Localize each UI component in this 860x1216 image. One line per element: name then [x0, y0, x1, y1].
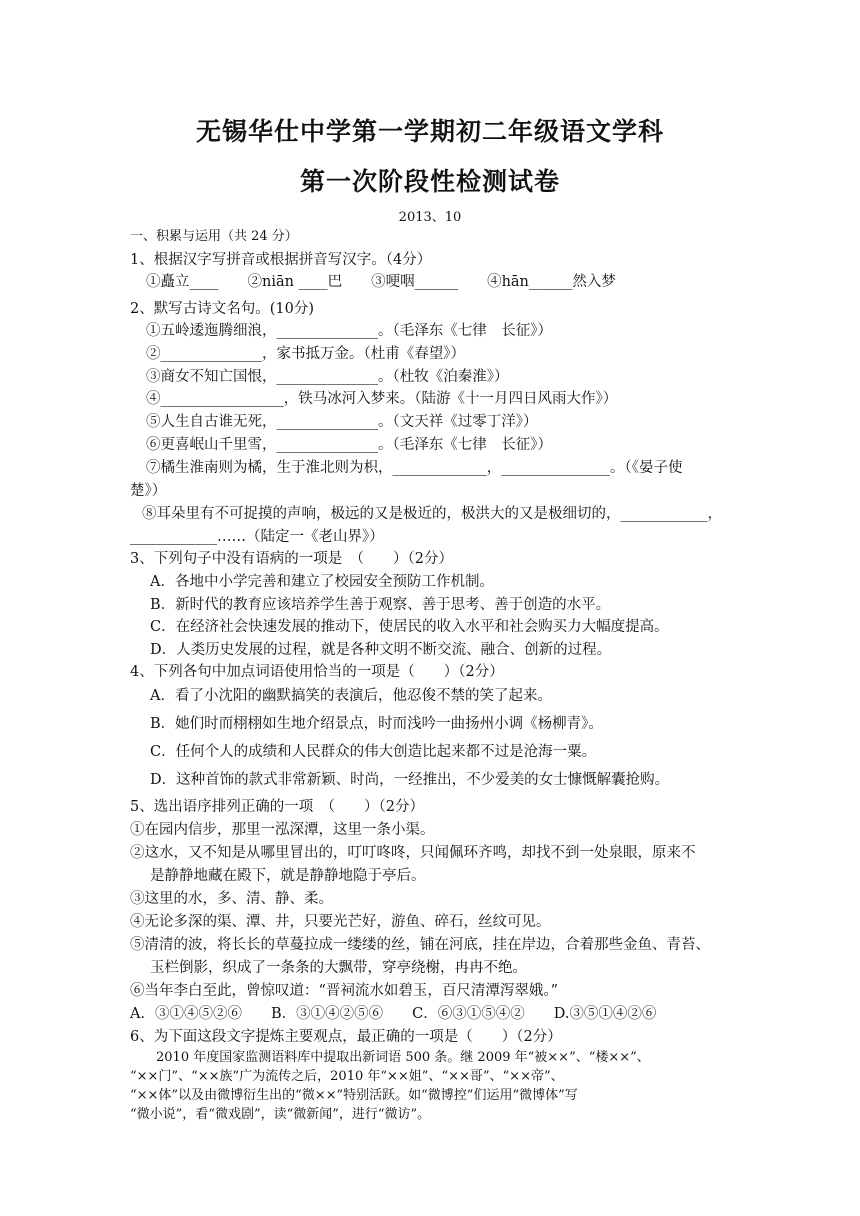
q5-line: ④无论多深的渠、潭、井，只要光芒好，游鱼、碎石，丝纹可见。: [130, 914, 551, 930]
q5-line: 玉栏倒影，织成了一条条的大飘带，穿亭绕榭，冉冉不绝。: [150, 960, 527, 976]
q5-options: A．③①④⑤②⑥ B．③①④②⑤⑥ C．⑥③①⑤④② D.③⑤①④②⑥: [130, 1006, 657, 1022]
q4-option: C．任何个人的成绩和人民群众的伟大创造比起来都不过是沧海一粟。: [150, 744, 597, 760]
exam-title-line2: 第一次阶段性检测试卷: [299, 167, 560, 196]
q3-option: C．在经济社会快速发展的推动下，使居民的收入水平和社会购买力大幅度提高。: [150, 619, 669, 635]
q6-stem: 6、为下面这段文字提炼主要观点，最正确的一项是（ ）（2分）: [130, 1029, 562, 1045]
q5-line: ③这里的水，多、清、静、柔。: [130, 891, 333, 907]
q2-line: ⑧耳朵里有不可捉摸的声响，极远的又是极近的，极洪大的又是极细切的，____________，: [142, 506, 722, 522]
exam-title-line1: 无锡华仕中学第一学期初二年级语文学科: [195, 117, 664, 146]
q2-line: ①五岭逶迤腾细浪，______________。（毛泽东《七律 长征》）: [146, 323, 552, 339]
q5-line: ⑥当年李白至此，曾惊叹道：“晋祠流水如碧玉，百尺清潭泻翠娥。”: [130, 983, 559, 999]
q4-option: B．她们时而栩栩如生地介绍景点，时而浅吟一曲扬州小调《杨柳青》。: [150, 716, 603, 732]
q4-option: D．这种首饰的款式非常新颖、时尚，一经推出，不少爱美的女士慷慨解囊抢购。: [150, 772, 670, 788]
q6-passage-line: “微小说”，看“微戏剧”，读“微新闻”，进行“微访”。: [130, 1107, 431, 1122]
q3-option: D．人类历史发展的过程，就是各种文明不断交流、融合、创新的过程。: [150, 642, 612, 658]
q6-passage-line: “××门”、“××族”广为流传之后，2010 年“××姐”、“××哥”、“××帝”、: [130, 1069, 564, 1084]
q1-items: ①矗立____ ②niān ____巴 ③哽咽______ ④hān______然入梦: [146, 274, 616, 290]
q6-passage-line: 2010 年度国家监测语料库中提取出新词语 500 条。继 2009 年“被××”、“楼××”、: [130, 1050, 650, 1065]
q3-stem: 3、下列句子中没有语病的一项是 （ ）（2分）: [130, 551, 453, 567]
q2-stem: 2、默写古诗文名句。(10分): [130, 301, 314, 317]
q2-line: ⑤人生自古谁无死，______________。（文天祥《过零丁洋》）: [146, 414, 538, 430]
q4-stem: 4、下列各句中加点词语使用恰当的一项是（ ）（2分）: [130, 664, 504, 680]
q5-line: ⑤清清的波，将长长的草蔓拉成一缕缕的丝，铺在河底，挂在岸边，合着那些金鱼、青苔、: [130, 937, 710, 953]
q2-line: ②______________，家书抵万金。（杜甫《春望》）: [146, 346, 465, 362]
q1-stem: 1、根据汉字写拼音或根据拼音写汉字。（4分）: [130, 252, 432, 268]
q4-option: A．看了小沈阳的幽默搞笑的表演后，他忍俊不禁的笑了起来。: [150, 688, 552, 704]
q5-line: ②这水，又不知是从哪里冒出的，叮叮咚咚，只闻佩环齐鸣，却找不到一处泉眼，原来不: [130, 845, 696, 861]
q6-passage-line: “××体”以及由微博衍生出的“微××”特别活跃。如“微博控”们运用“微博体”写: [130, 1088, 578, 1103]
q5-line: ①在园内信步，那里一泓深潭，这里一条小渠。: [130, 822, 435, 838]
q3-option: B．新时代的教育应该培养学生善于观察、善于思考、善于创造的水平。: [150, 597, 611, 613]
q3-option: A．各地中小学完善和建立了校园安全预防工作机制。: [150, 574, 494, 590]
section-heading: 一、积累与运用（共 24 分）: [130, 229, 298, 244]
q2-line: ③商女不知亡国恨，______________。（杜牧《泊秦淮》）: [146, 369, 509, 385]
q2-line: 楚》）: [130, 483, 167, 499]
q2-line: ____________……（陆定一《老山界》）: [130, 529, 384, 545]
q5-line: 是静静地藏在殿下，就是静静地隐于亭后。: [150, 868, 426, 884]
q2-line: ⑦橘生淮南则为橘，生于淮北则为枳，_____________，_______________。（《晏子使: [146, 460, 683, 476]
q2-line: ⑥更喜岷山千里雪，______________。（毛泽东《七律 长征》）: [146, 437, 552, 453]
q5-stem: 5、选出语序排列正确的一项 （ ）（2分）: [130, 799, 424, 815]
q2-line: ④_________________，铁马冰河入梦来。（陆游《十一月四日风雨大作》）: [146, 391, 618, 407]
exam-date: 2013、10: [398, 210, 462, 225]
